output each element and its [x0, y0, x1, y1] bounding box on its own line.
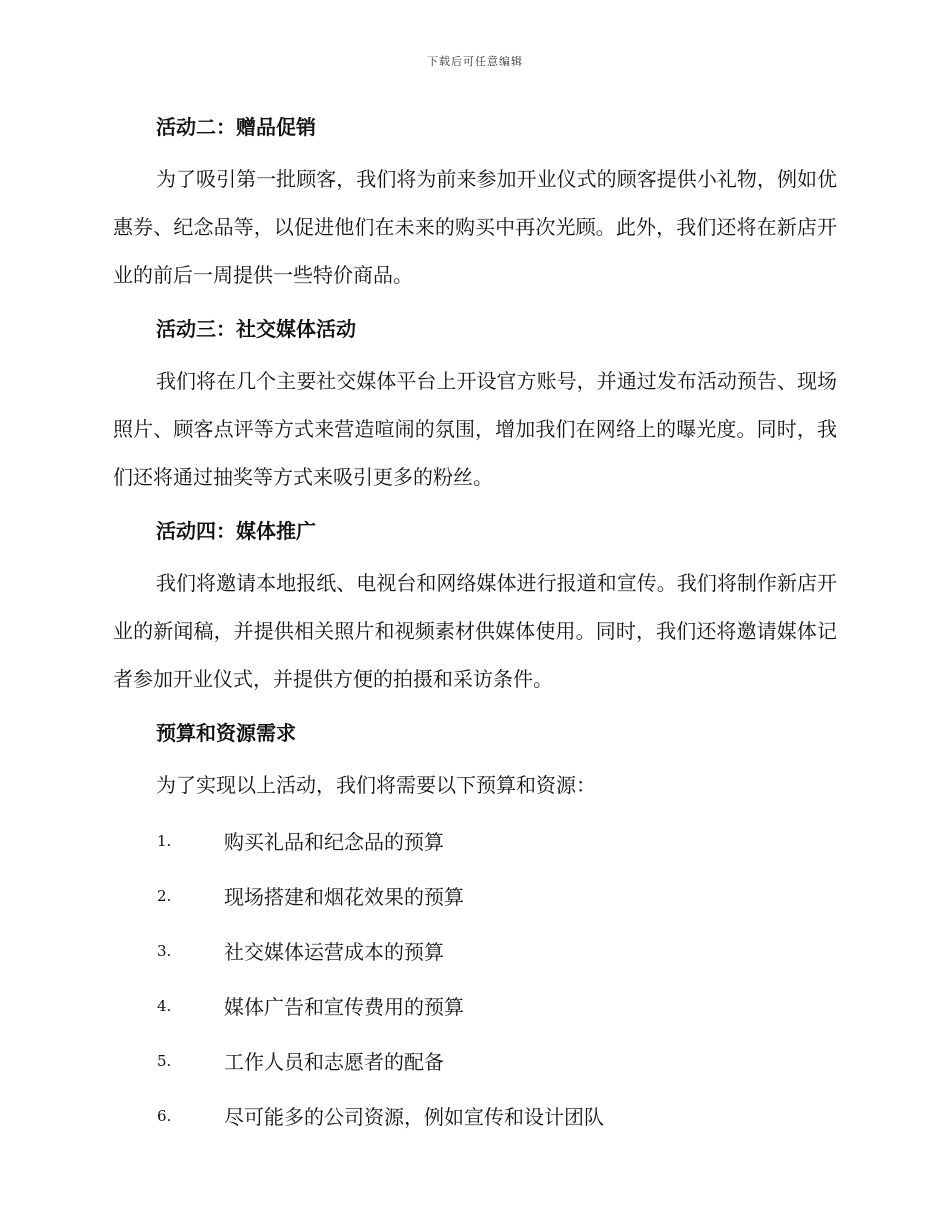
list-item [113, 923, 837, 978]
list-item-number: 3. [157, 941, 172, 960]
list-item-number: 6. [157, 1106, 172, 1125]
list-item-text: 工作人员和志愿者的配备 [224, 1050, 444, 1074]
section-heading-gift-promotion: 活动二：赠品促销 [156, 115, 316, 139]
list-item-text: 现场搭建和烟花效果的预算 [224, 885, 464, 909]
list-item-text: 购买礼品和纪念品的预算 [224, 830, 444, 854]
budget-list [113, 813, 837, 1143]
list-item-number: 2. [157, 886, 172, 905]
list-item-text: 媒体广告和宣传费用的预算 [224, 995, 464, 1019]
list-item [113, 978, 837, 1033]
budget-intro: 为了实现以上活动，我们将需要以下预算和资源： [156, 773, 596, 797]
list-item-number: 1. [157, 831, 172, 850]
list-item [113, 1033, 837, 1088]
list-item-number: 5. [157, 1051, 172, 1070]
section-heading-social-media: 活动三：社交媒体活动 [156, 317, 356, 341]
section-paragraph-social-media: 我们将在几个主要社交媒体平台上开设官方账号，并通过发布活动预告、现场照片、顾客点评等方式来营造喧闹的氛围，增加我们在网络上的曝光度。同时，我们还将通过抽奖等方式来吸引更多的粉丝。 [113, 369, 837, 489]
section-heading-media-promotion: 活动四：媒体推广 [156, 519, 316, 543]
list-item-number: 4. [157, 996, 172, 1015]
page-header: 下载后可任意编辑 [427, 55, 523, 68]
section-paragraph-media-promotion: 我们将邀请本地报纸、电视台和网络媒体进行报道和宣传。我们将制作新店开业的新闻稿，并提供相关照片和视频素材供媒体使用。同时，我们还将邀请媒体记者参加开业仪式，并提供方便的拍摄和采访条件。 [113, 571, 837, 691]
list-item-text: 社交媒体运营成本的预算 [224, 940, 444, 964]
section-paragraph-gift-promotion: 为了吸引第一批顾客，我们将为前来参加开业仪式的顾客提供小礼物，例如优惠券、纪念品等，以促进他们在未来的购买中再次光顾。此外，我们还将在新店开业的前后一周提供一些特价商品。 [113, 167, 837, 287]
list-item [113, 813, 837, 868]
budget-heading: 预算和资源需求 [156, 721, 296, 745]
list-item [113, 1088, 837, 1143]
document-body [113, 108, 837, 1143]
list-item-text: 尽可能多的公司资源，例如宣传和设计团队 [224, 1105, 604, 1129]
list-item [113, 868, 837, 923]
